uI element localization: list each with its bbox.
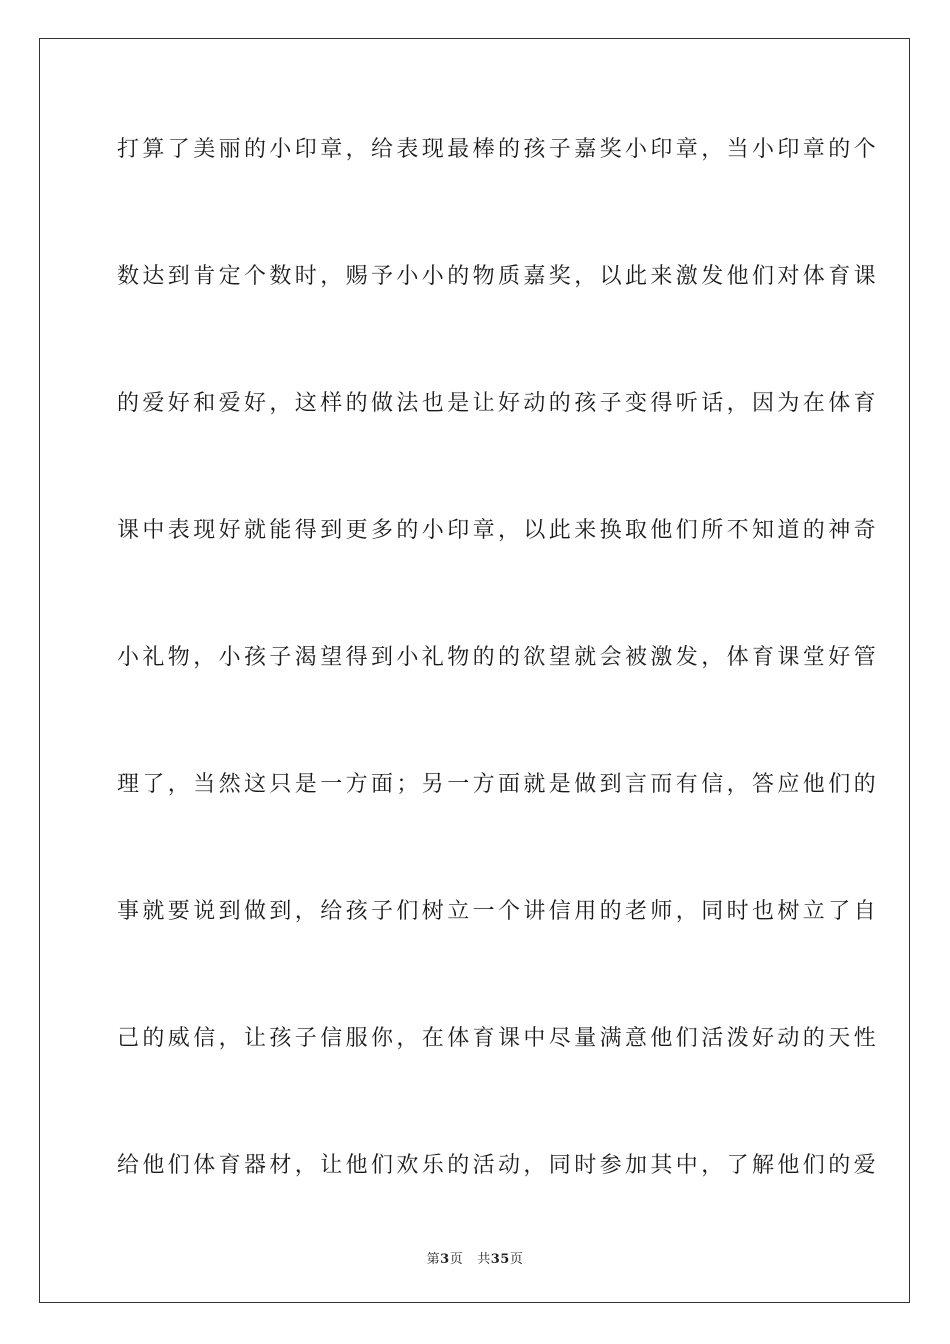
total-label-prefix: 共	[477, 1252, 491, 1267]
page-label-suffix: 页	[449, 1252, 464, 1267]
document-body	[117, 124, 880, 1267]
total-pages-number: 35	[490, 1252, 510, 1267]
text-line: 理了，当然这只是一方面；另一方面就是做到言而有信，答应他们的	[117, 772, 880, 797]
page-footer	[0, 1248, 950, 1267]
text-line: 数达到肯定个数时，赐予小小的物质嘉奖，以此来激发他们对体育课	[117, 264, 880, 289]
text-line: 的爱好和爱好，这样的做法也是让好动的孩子变得听话，因为在体育	[117, 391, 880, 416]
text-line: 己的威信，让孩子信服你，在体育课中尽量满意他们活泼好动的天性	[117, 1026, 880, 1051]
text-line: 小礼物，小孩子渴望得到小礼物的的欲望就会被激发，体育课堂好管	[117, 645, 880, 670]
text-line: 打算了美丽的小印章，给表现最棒的孩子嘉奖小印章，当小印章的个	[117, 137, 880, 162]
text-line: 课中表现好就能得到更多的小印章，以此来换取他们所不知道的神奇	[117, 518, 880, 543]
total-label-suffix: 页	[509, 1252, 524, 1267]
text-line: 事就要说到做到，给孩子们树立一个讲信用的老师，同时也树立了自	[117, 899, 880, 924]
page-label-prefix: 第	[426, 1252, 441, 1267]
current-page-number: 3	[440, 1252, 450, 1267]
text-line: 给他们体育器材，让他们欢乐的活动，同时参加其中，了解他们的爱	[117, 1153, 880, 1178]
